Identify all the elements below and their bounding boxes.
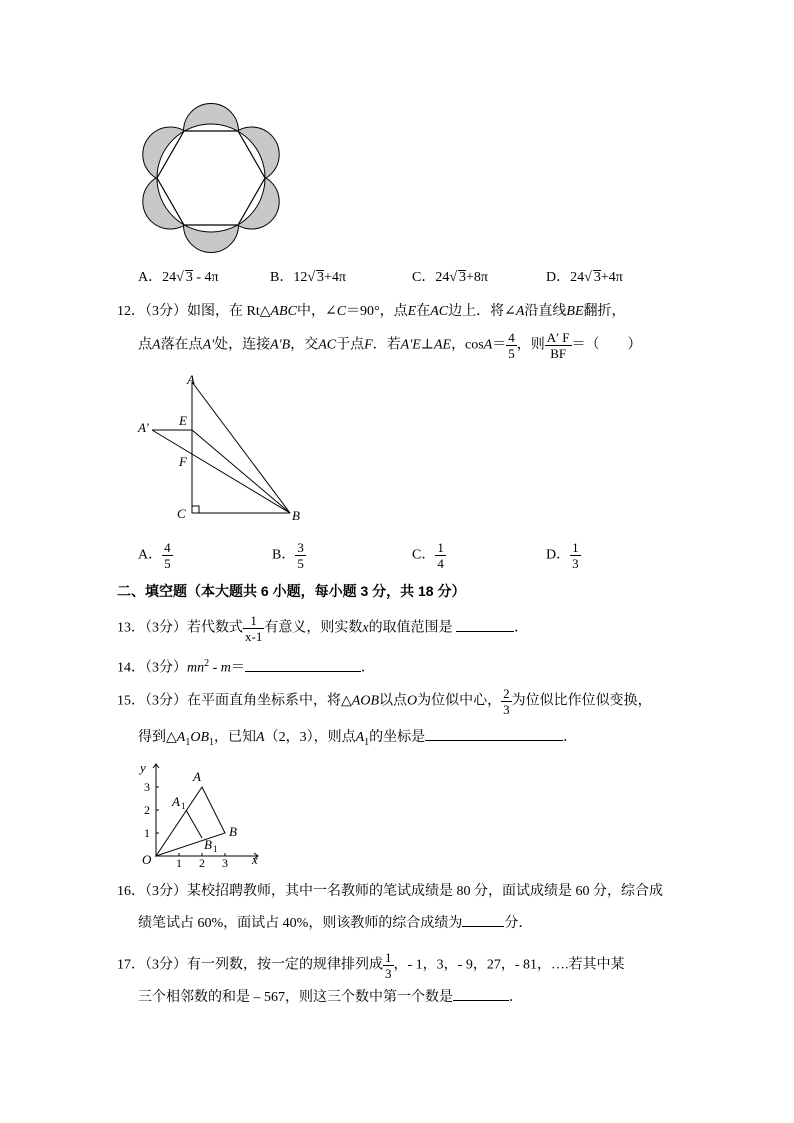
q11-option-c[interactable]: C．24√ 3+8π xyxy=(412,270,488,285)
q17-fraction: $\frac{1}{3}$ xyxy=(385,950,392,981)
triangle-fold-figure xyxy=(130,368,320,528)
svg-text:B: B xyxy=(229,824,237,839)
q17-line2: 三个相邻数的和是 – 567，则这三个数中第一个数是 ． xyxy=(138,986,523,1008)
svg-text:1: 1 xyxy=(144,826,150,840)
svg-text:1: 1 xyxy=(181,801,186,811)
q14-answer-blank[interactable] xyxy=(245,657,361,672)
coordinate-figure xyxy=(136,756,266,871)
svg-text:3: 3 xyxy=(144,780,150,794)
q12-option-c[interactable]: C． $\frac{1}{4}$ xyxy=(412,540,444,571)
q16-line1: 16．（3分）某校招聘教师，其中一名教师的笔试成绩是 80 分，面试成绩是 60 分，综合成 xyxy=(117,884,663,899)
ratio-fraction: $\frac{A' F}{BF}$ xyxy=(546,330,570,361)
q15-line1: 15．（3分）在平面直角坐标系中，将△AOB以点O为位似中心， $\frac{2}{3}$ 为位似比作位似变换， xyxy=(117,686,652,717)
svg-text:y: y xyxy=(140,760,146,775)
cos-fraction: $\frac{4}{5}$ xyxy=(508,330,515,361)
svg-text:O: O xyxy=(142,852,152,867)
q17-line1: 17．（3分）有一列数，按一定的规律排列成 $\frac{1}{3}$ ，- 1，3，- 9，27，- 81，….若其中某 xyxy=(117,950,625,981)
q17-answer-blank[interactable] xyxy=(453,986,509,1001)
q11-option-d[interactable]: D．24√ 3+4π xyxy=(546,270,623,285)
svg-text:1: 1 xyxy=(213,844,218,854)
q13-fraction: $\frac{1}{x-1}$ xyxy=(245,613,263,644)
q15-answer-blank[interactable] xyxy=(425,726,563,741)
q13-line: 13．（3分）若代数式 $\frac{1}{x-1}$ 有意义，则实数x的取值范围是 ． xyxy=(117,613,529,644)
svg-text:1: 1 xyxy=(176,856,182,870)
q12-line1: 12．（3分）如图，在 Rt△ABC中，∠C＝90°，点E在AC边上．将∠A沿直线BE翻折， xyxy=(117,304,626,319)
label-c: C xyxy=(177,506,186,521)
svg-text:2: 2 xyxy=(144,803,150,817)
label-a-prime: A′ xyxy=(138,420,149,435)
q12-option-b[interactable]: B． $\frac{3}{5}$ xyxy=(272,540,304,571)
q15-line2: 得到$\triangle A_1OB_1$，已知A（2，3），则点$A_1$的坐标是 ． xyxy=(138,726,577,753)
q13-answer-blank[interactable] xyxy=(456,617,514,632)
q15-ratio-fraction: $\frac{2}{3}$ xyxy=(503,686,510,717)
q16-line2: 绩笔试占 60%，面试占 40%，则该教师的综合成绩为 分． xyxy=(138,912,532,934)
svg-text:x: x xyxy=(252,852,258,867)
svg-text:2: 2 xyxy=(199,856,205,870)
section-heading: 二、填空题（本大题共 6 小题，每小题 3 分，共 18 分） xyxy=(117,583,466,599)
q11-option-b[interactable]: B．12√ 3+4π xyxy=(270,270,346,285)
q16-answer-blank[interactable] xyxy=(462,912,504,927)
q14-line: 14．（3分）$mn^2 - m=$ ． xyxy=(117,658,375,676)
label-b: B xyxy=(292,508,300,523)
q12-option-d[interactable]: D． $\frac{1}{3}$ xyxy=(546,540,579,571)
svg-text:A: A xyxy=(193,769,201,784)
q11-option-a[interactable]: A．24√ 3 - 4π xyxy=(138,270,219,285)
q12-line2: 点A落在点A'处，连接A'B，交AC于点F．若A'E⊥AE，cosA＝ $\frac{4}{5}$ ，则 $\frac{A' F}{BF}$ ＝（ ） xyxy=(138,330,642,361)
hexagon-semicircle-figure xyxy=(135,98,295,258)
svg-text:3: 3 xyxy=(222,856,228,870)
svg-text:A: A xyxy=(172,794,180,809)
label-a: A xyxy=(187,372,195,387)
label-e: E xyxy=(179,413,187,428)
svg-text:B: B xyxy=(204,837,212,852)
q12-option-a[interactable]: A． $\frac{4}{5}$ xyxy=(138,540,171,571)
label-f: F xyxy=(179,454,187,469)
